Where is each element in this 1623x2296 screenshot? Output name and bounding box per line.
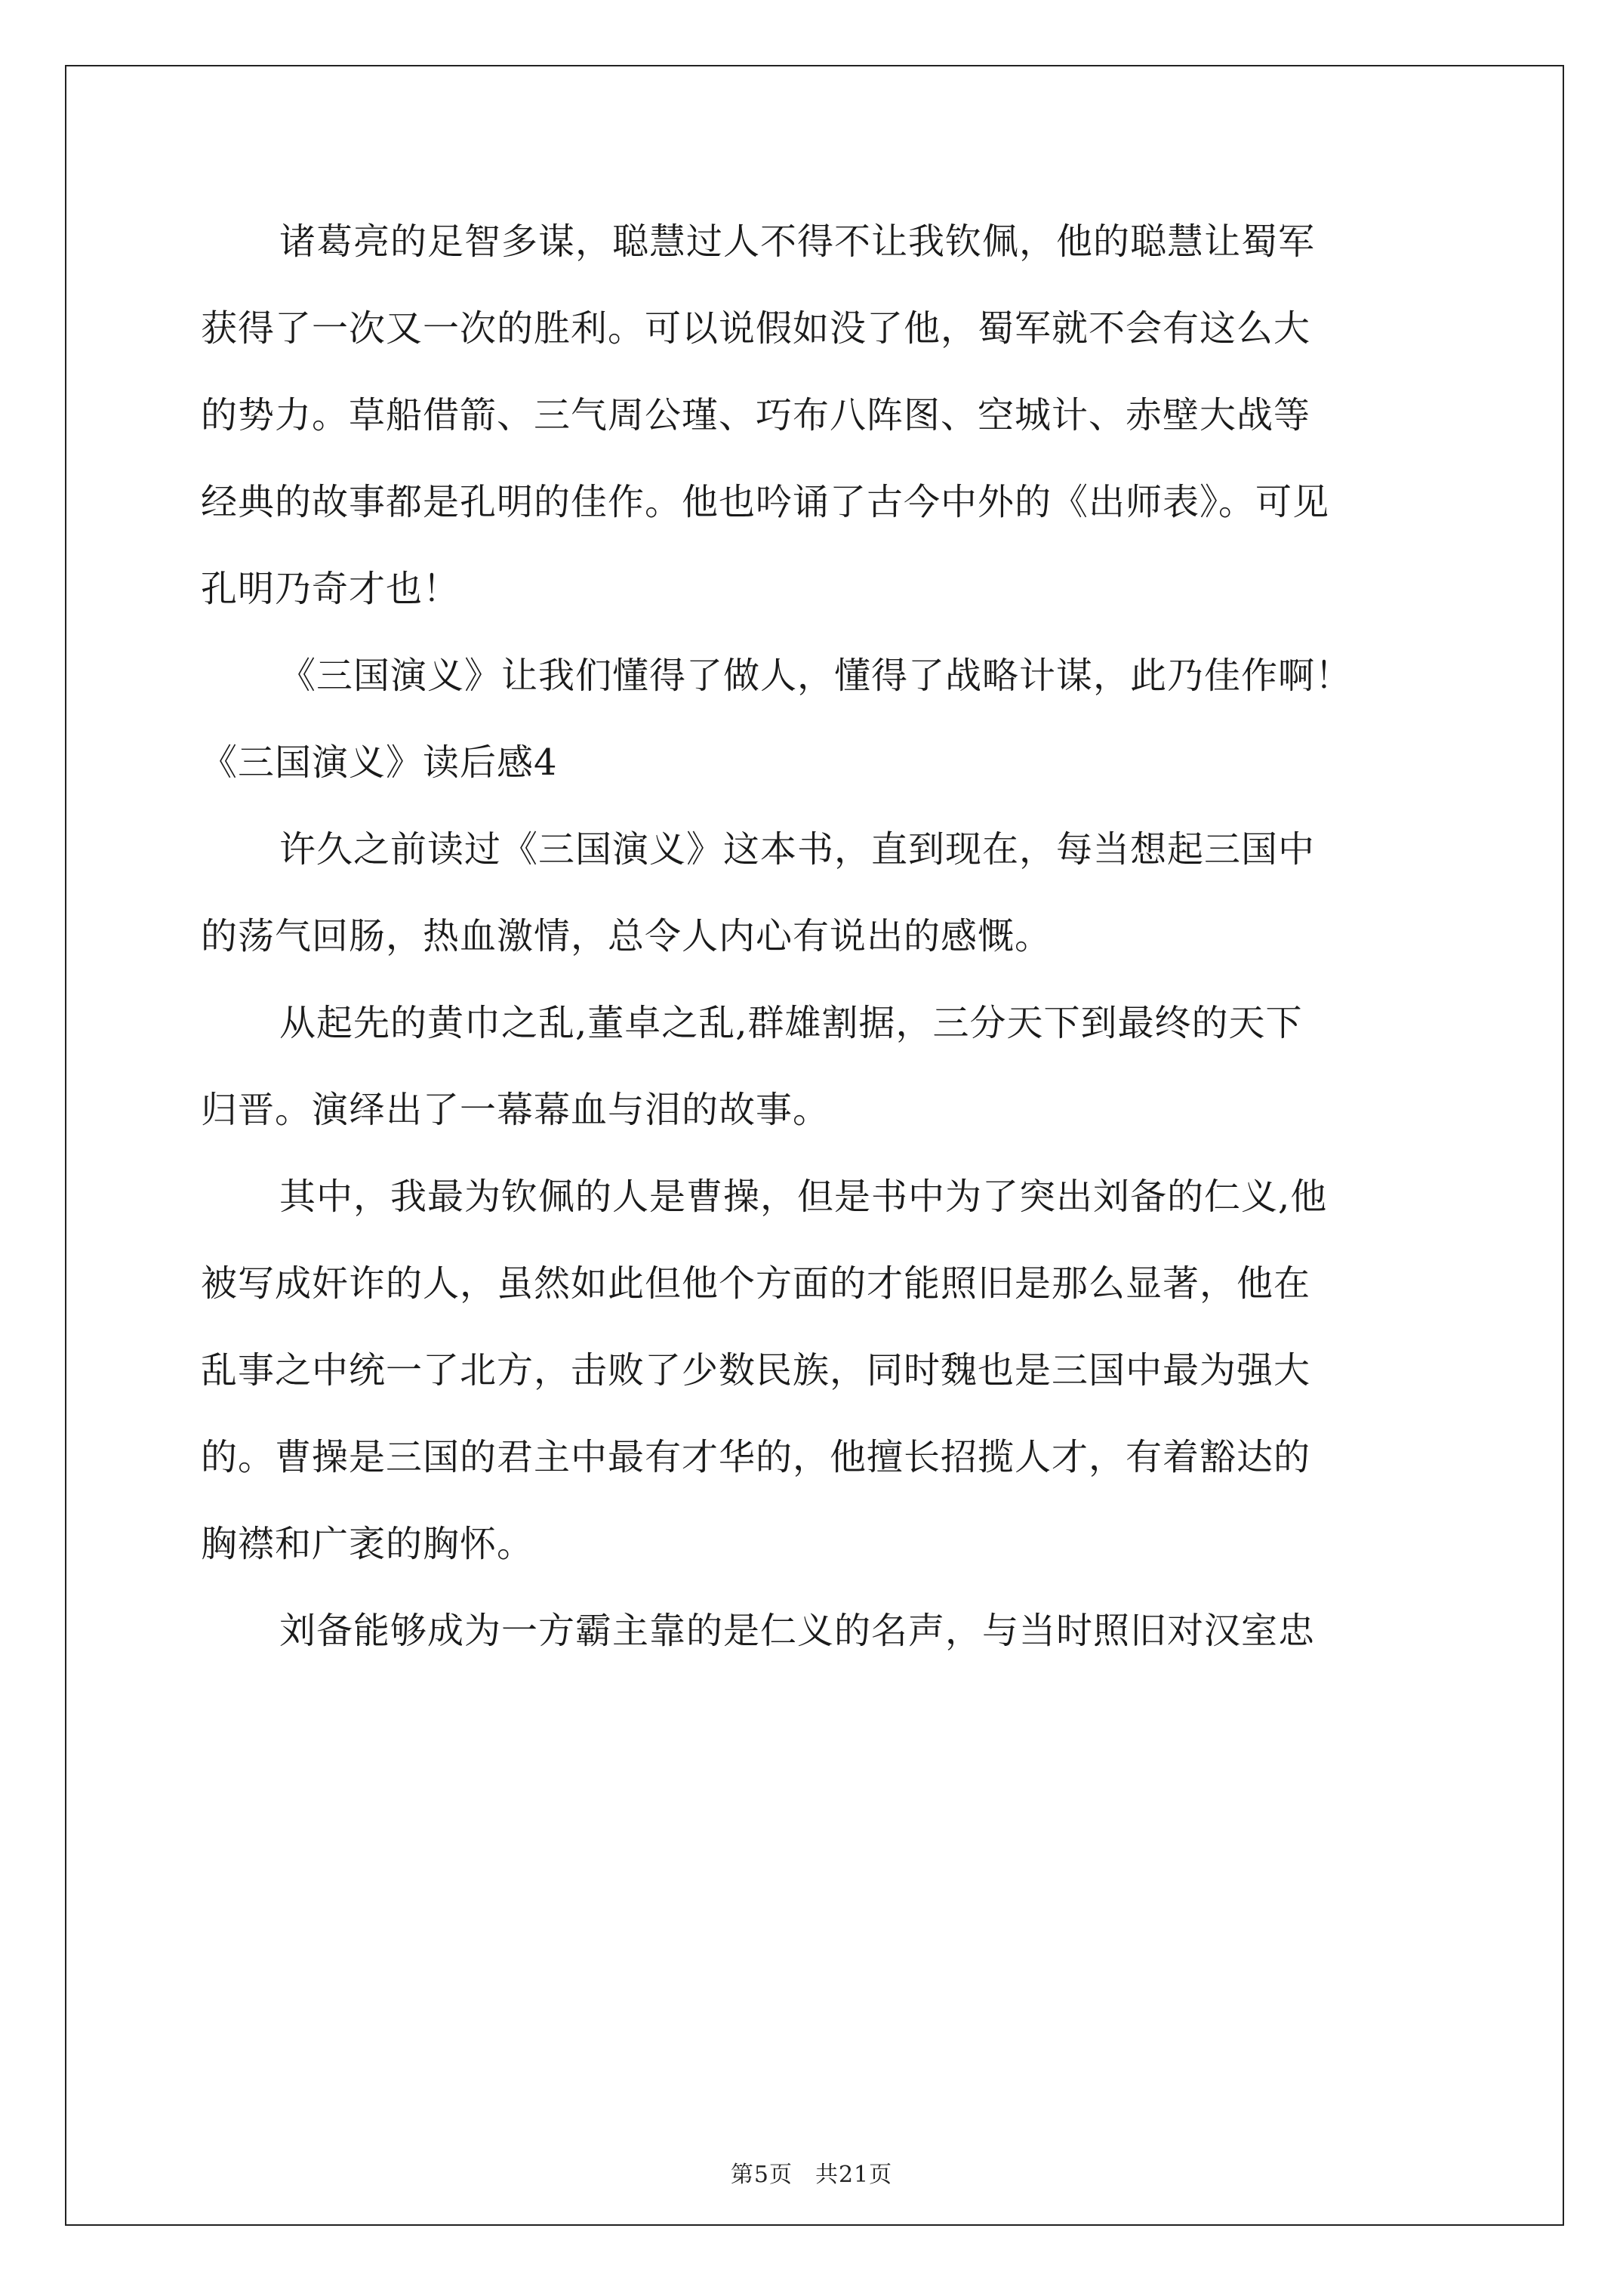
text-line: 乱事之中统一了北方，击败了少数民族，同时魏也是三国中最为强大 (201, 1349, 1311, 1391)
text-line: 刘备能够成为一方霸主靠的是仁义的名声，与当时照旧对汉室忠 (279, 1610, 1316, 1652)
text-line: 的势力。草船借箭、三气周公瑾、巧布八阵图、空城计、赤壁大战等 (201, 394, 1311, 436)
text-line: 的荡气回肠，热血激情，总令人内心有说出的感慨。 (201, 915, 1052, 957)
text-line: 归晋。演绎出了一幕幕血与泪的故事。 (201, 1089, 830, 1131)
page-total: 共21页 (815, 2162, 893, 2188)
text-line: 获得了一次又一次的胜利。可以说假如没了他，蜀军就不会有这么大 (201, 307, 1311, 350)
text-line: 胸襟和广袤的胸怀。 (201, 1523, 534, 1565)
section-heading: 《三国演义》读后感4 (201, 741, 558, 784)
text-line: 的。曹操是三国的君主中最有才华的，他擅长招揽人才，有着豁达的 (201, 1436, 1311, 1478)
text-line: 孔明乃奇才也！ (201, 568, 460, 610)
text-line: 被写成奸诈的人，虽然如此但他个方面的才能照旧是那么显著，他在 (201, 1262, 1311, 1305)
text-line: 许久之前读过《三国演义》这本书，直到现在，每当想起三国中 (279, 828, 1316, 871)
page-footer (0, 2160, 1623, 2190)
text-line: 其中，我最为钦佩的人是曹操，但是书中为了突出刘备的仁义,他 (279, 1176, 1328, 1218)
text-line: 经典的故事都是孔明的佳作。他也吟诵了古今中外的《出师表》。可见 (201, 481, 1330, 523)
text-line: 从起先的黄巾之乱,董卓之乱,群雄割据，三分天下到最终的天下 (279, 1002, 1303, 1044)
document-body (201, 219, 1431, 1695)
text-line: 诸葛亮的足智多谋，聪慧过人不得不让我钦佩，他的聪慧让蜀军 (279, 220, 1316, 263)
page-number: 第5页 (730, 2162, 793, 2188)
text-line: 《三国演义》让我们懂得了做人，懂得了战略计谋，此乃佳作啊！ (279, 655, 1353, 697)
